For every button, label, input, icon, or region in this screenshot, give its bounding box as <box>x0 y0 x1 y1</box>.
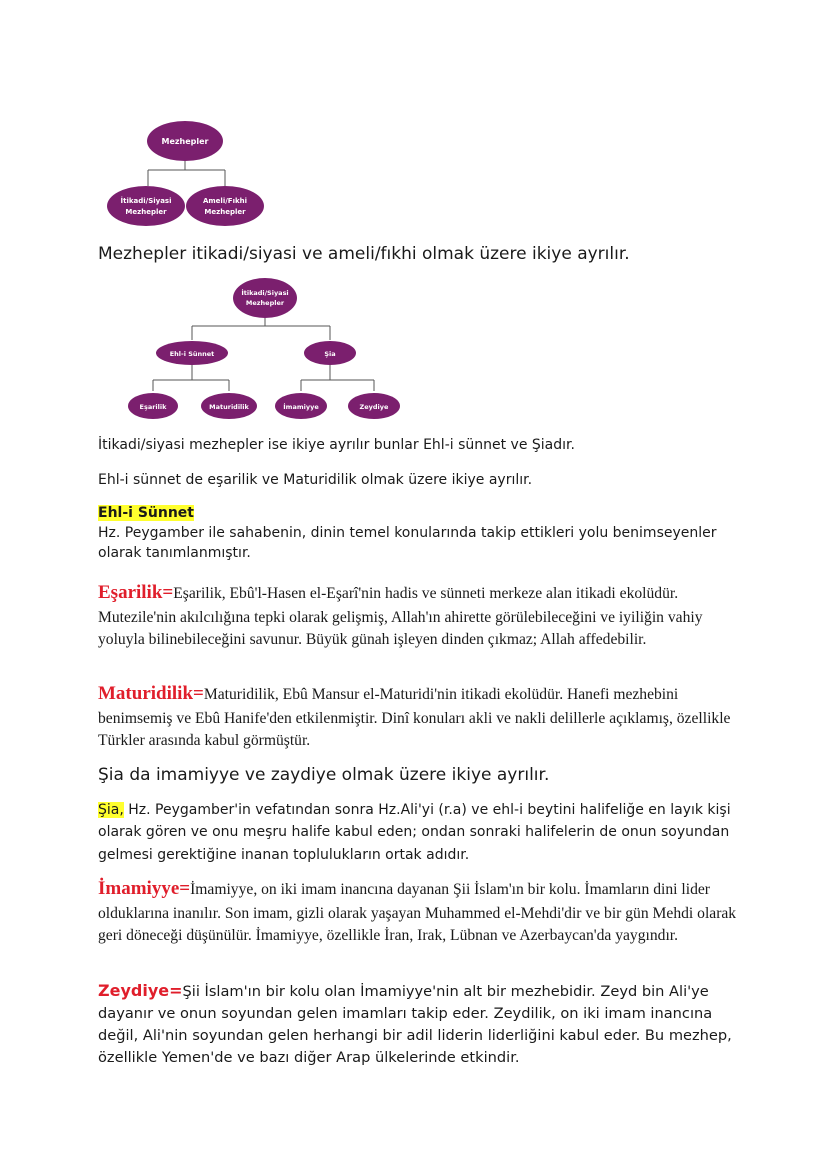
node-imamiyye-label: İmamiyye <box>283 403 319 411</box>
imamiyye-term: İmamiyye= <box>98 878 191 899</box>
sia-text: Hz. Peygamber'in vefatından sonra Hz.Ali'yi (r.a) ve ehl-i beytini halifeliğe en layık kişi olarak gören ve onu meşru halife kabul eden; ondan sonraki halifelerin de onun soyundan gelmesi gerektiğine inanan toplulukların ortak adıdır. <box>98 802 731 863</box>
node-itikadi-root-label-2: Mezhepler <box>245 299 285 307</box>
node-ehl-i-sunnet-label: Ehl-i Sünnet <box>169 350 215 358</box>
diagram2-edges-right <box>301 364 374 391</box>
node-itikadi-label-1: İtikadi/Siyasi <box>120 197 172 205</box>
imamiyye-text: İmamiyye, on iki imam inancına dayanan Şii İslam'ın bir kolu. İmamların dini lider olduklarına inanılır. Son imam, gizli olarak yaşayan Muhammed el-Mehdi'dir ve bir gün Mehdi olarak geri döneceği düşünülür. İmamiyye, özellikle İran, Irak, Lübnan ve Azerbaycan'da yaygındır. <box>98 881 737 945</box>
ehl-text: Hz. Peygamber ile sahabenin, dinin temel konularında takip ettikleri yolu benimseyenler olarak tanımlanmıştır. <box>98 524 717 561</box>
zeydiye-term: Zeydiye= <box>98 981 183 1000</box>
node-ameli-label-1: Ameli/Fıkhi <box>202 197 248 205</box>
section-zeydiye <box>98 979 738 1069</box>
diagram-mezhepler <box>100 118 280 230</box>
section-imamiyye <box>98 876 738 947</box>
node-sia-label: Şia <box>324 350 336 358</box>
itikadi-line: İtikadi/siyasi mezhepler ise ikiye ayrılır bunlar Ehl-i sünnet ve Şiadır. <box>98 437 575 453</box>
node-zeydiye-label: Zeydiye <box>359 403 389 411</box>
section-sia <box>98 799 738 866</box>
diagram-edges <box>148 161 225 186</box>
node-mezhepler-label: Mezhepler <box>161 137 209 146</box>
diagram2-edges-left <box>153 364 229 391</box>
diagram-itikadi <box>120 278 420 423</box>
node-esarilik-label: Eşarilik <box>139 403 167 411</box>
sia-split-line: Şia da imamiyye ve zaydiye olmak üzere ikiye ayrılır. <box>98 765 550 785</box>
section-maturidilik <box>98 681 738 752</box>
node-ameli <box>186 186 264 226</box>
ehl-split-line: Ehl-i sünnet de eşarilik ve Maturidilik olmak üzere ikiye ayrılır. <box>98 472 533 488</box>
node-ameli-label-2: Mezhepler <box>204 208 246 216</box>
ehl-heading: Ehl-i Sünnet <box>98 505 194 521</box>
maturidilik-text: Maturidilik, Ebû Mansur el-Maturidi'nin itikadi ekolüdür. Hanefi mezhebini benimsemiş ve Ebû Hanife'den etkilenmiştir. Dinî konuları akli ve nakli delillerle açıklamış, özellikle Türkler arasında kabul görmüştür. <box>98 686 731 750</box>
node-itikadi-root-label-1: İtikadi/Siyasi <box>241 289 289 297</box>
zeydiye-text: Şii İslam'ın bir kolu olan İmamiyye'nin alt bir mezhebidir. Zeyd bin Ali'ye dayanır ve onun soyundan gelen imamları takip eder. Zeydilik, on iki imam inancına değil, Ali'nin soyundan gelen herhangi bir adil liderin liderliğini kabul eder. Bu mezhep, özellikle Yemen'de ve bazı diğer Arap ülkelerinde etkindir. <box>98 983 732 1066</box>
node-maturidilik-label: Maturidilik <box>209 403 249 411</box>
node-itikadi-label-2: Mezhepler <box>125 208 167 216</box>
esarilik-text: Eşarilik, Ebû'l-Hasen el-Eşarî'nin hadis ve sünneti merkeze alan itikadi ekolüdür. Mutezile'nin akılcılığına tepki olarak gelişmiş, Allah'ın ahirette görülebileceğini ve iyiliğin vahiy yoluyla bilinebileceğini savunur. Büyük günah işleyen dinden çıkmaz; Allah affedebilir. <box>98 585 703 649</box>
sia-term: Şia, <box>98 802 124 818</box>
diagram2-edges-top <box>192 318 330 340</box>
esarilik-term: Eşarilik= <box>98 582 174 603</box>
intro-line: Mezhepler itikadi/siyasi ve ameli/fıkhi olmak üzere ikiye ayrılır. <box>98 244 630 264</box>
node-itikadi <box>107 186 185 226</box>
maturidilik-term: Maturidilik= <box>98 683 204 704</box>
section-ehl-i-sunnet <box>98 504 738 564</box>
node-itikadi-root <box>233 278 297 318</box>
section-esarilik <box>98 580 738 651</box>
